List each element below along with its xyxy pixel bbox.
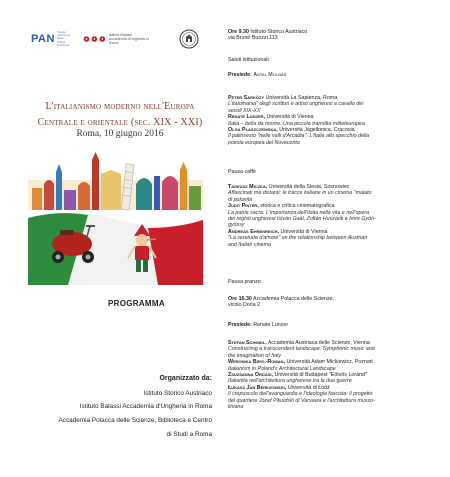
skyline-icon: [28, 152, 203, 210]
polish-academy-emblem: [179, 28, 201, 50]
afternoon-session: Ore 16.30 Accademia Polacca delle Scienze, vicolo Doria 2: [228, 296, 335, 309]
session-1-chair: Presiede: Antal Molnár: [228, 72, 287, 78]
session-3-talks: [228, 340, 444, 410]
session-1-talks: [228, 95, 444, 146]
organizer-line: Istituto Storico Austriaco: [143, 390, 212, 397]
pan-logo-text: PAN: [31, 33, 55, 45]
talk-item: Stefan Schmidl, Accademia Austriaca delle Scienze, Vienna Constructing a transcendent landscape. Symphonic music and the imagination of Italy: [228, 340, 375, 359]
balassi-flower-icon: [83, 33, 106, 45]
greetings: Saluti istituzionali: [228, 57, 269, 63]
balassi-logo-text: Istituto Balassi Accademia d'Ungheria in Roma: [108, 33, 149, 45]
lunch-break: Pausa pranzo: [228, 279, 261, 285]
coffee-break: Pausa caffè: [228, 169, 256, 175]
talk-item: Péter Sárközy Università La Sapienza, Roma L'italomania" degli scrittori e artisti ungheresi a cavallo dei secoli XIX-XX: [228, 95, 364, 114]
talk-item: Zsuzsanna Ordasi, Università di Budapest "Eötvös Loránd" Italianità nell'architettura ungherese tra le due guerre: [228, 372, 367, 385]
organizer-line: Istituto Balassi Accademia d'Ungheria in Roma: [79, 403, 212, 410]
opening-place: Istituto Storico Austriaco: [250, 29, 308, 35]
talk-item: Tadeusz Miczka, Università della Slesia, Sosnowiec Affascinati ma distanti: le tracce italiane in un cinema "malato di polonità: [228, 184, 372, 203]
talk-item: Andreas Ehrenreich, Università di Vienna "La serenata d'amore" on the relationship between Austrian and Italian cinema: [228, 228, 368, 248]
organizers-heading: Organizzato da:: [159, 375, 212, 382]
organizer-line: di Studi a Roma: [166, 431, 212, 438]
session-2-talks: [228, 184, 444, 248]
organizer-line: Accademia Polacca delle Scienze, Biblioteca e Centro: [58, 417, 212, 424]
talk-item: Renate Lunzer, Università di Vienna Italia – bella da morire. Una piccola tramdita mitteleuropea: [228, 114, 365, 127]
session-3-chair: Presiede: Renate Lunzer: [228, 322, 289, 328]
logo-bar: [31, 28, 201, 50]
opening-time: Ore 9.30: [228, 29, 249, 35]
opening-address: via Bruno Buozzi 113: [228, 35, 278, 42]
event-date: Roma, 10 giugno 2016: [76, 129, 164, 139]
italy-illustration: [28, 140, 203, 285]
opening-session: [228, 29, 444, 42]
talk-item: Weronika Biryl-Roman, Università Adam Mickiewicz, Poznań Italianism in Poland's Architectural Landscape: [228, 359, 373, 372]
talk-item: Judit Pintér, storica e critica cinematografica La patria sacra. L'importanza dell'Italia nella vita e nell'opera dei registi ungheresi István Gaál, Zoltán Huszárik e Imre Gyön- gyössy: [228, 203, 376, 229]
emblem-icon: [179, 29, 199, 49]
balassi-logo: [83, 28, 153, 50]
title-line-2: Centrale e orientale (sec. XIX - XXI): [37, 117, 203, 128]
talk-item: Olga Płaszczewska, Università Jagellonica, Cracovia Il palinsesto "nelle valli d'Arcadia". L'Italia allo specchio della poesia europea del Novecento: [228, 127, 370, 146]
title-line-1: L'italianismo moderno nell'Europa: [45, 101, 195, 112]
programma-heading: PROGRAMMA: [108, 299, 165, 308]
pan-logo-subtitle: Polska Akademia Nauk Stacja Naukowa: [56, 29, 71, 47]
talk-item: Łukasz Jan Berezowski, Università di Łódź Il crepuscolo dell'avanguardia e l'ideologia fascista: il progetto del quartiere Józef Piłsudski di Varsavia e l'architettura musso- liniana: [228, 384, 375, 411]
pan-logo: [31, 28, 77, 50]
